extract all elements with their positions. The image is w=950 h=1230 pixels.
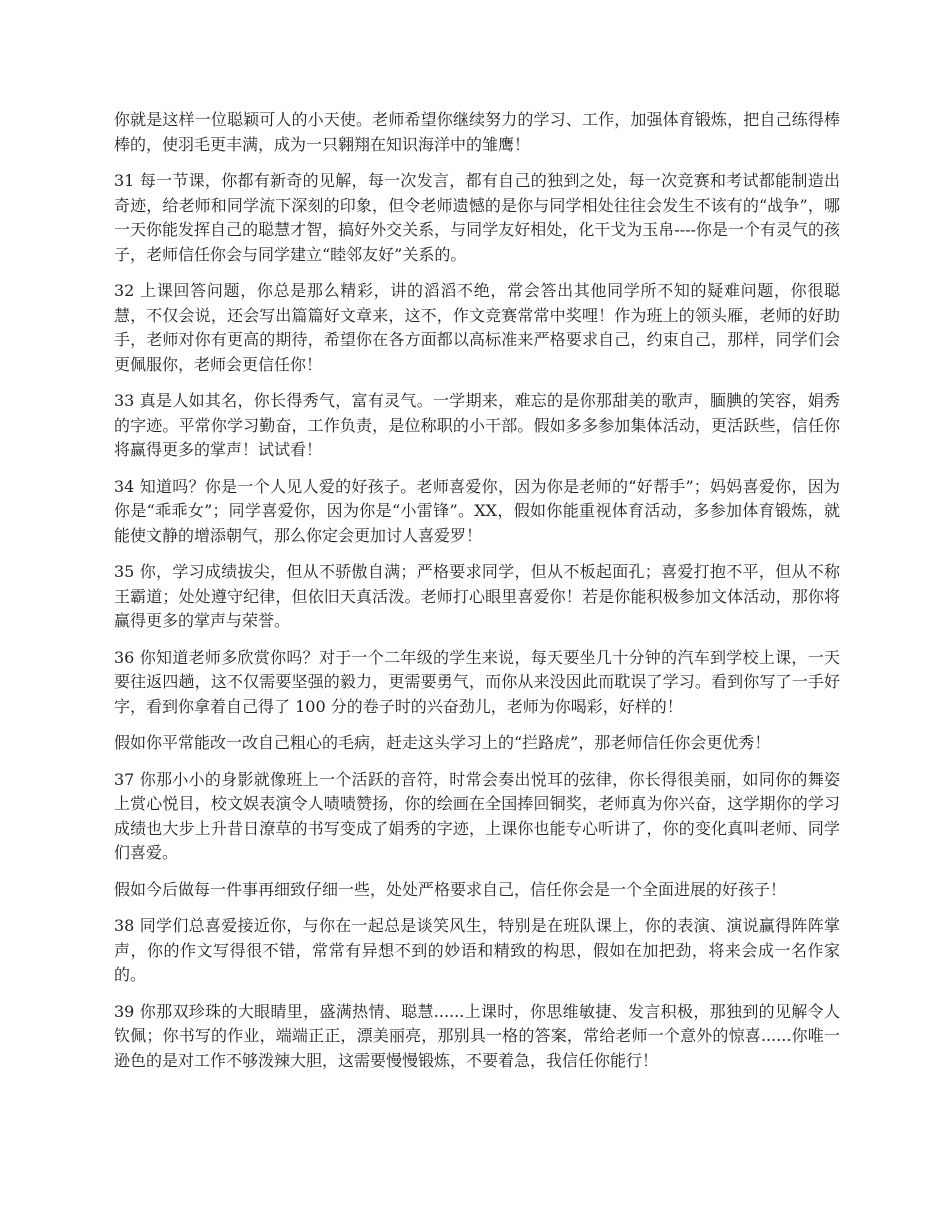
paragraph-38: 38 同学们总喜爱接近你，与你在一起总是谈笑风生，特别是在班队课上，你的表演、演说赢得阵阵掌声，你的作文写得很不错，常常有异想不到的妙语和精致的构思，假如在加把劲，将来会成一名作家的。 — [114, 916, 840, 984]
paragraph-36-note: 假如你平常能改一改自己粗心的毛病，赶走这头学习上的“拦路虎”，那老师信任你会更优秀！ — [114, 733, 771, 752]
paragraph-37-note: 假如今后做每一件事再细致仔细一些，处处严格要求自己，信任你会是一个全面进展的好孩子！ — [114, 879, 787, 899]
document-body — [114, 108, 840, 1085]
paragraph-35: 35 你，学习成绩拔尖，但从不骄傲自满；严格要求同学，但从不板起面孔；喜爱打抱不平，但从不称王霸道；处处遵守纪律，但依旧天真活泼。老师打心眼里喜爱你！若是你能积极参加文体活动，那你将赢得更多的掌声与荣誉。 — [114, 562, 840, 630]
paragraph-37: 37 你那小小的身影就像班上一个活跃的音符，时常会奏出悦耳的弦律，你长得很美丽，如同你的舞姿上赏心悦目，校文娱表演令人啧啧赞扬，你的绘画在全国捧回铜奖，老师真为你兴奋，这学期你的学习成绩也大步上升昔日潦草的书写变成了娟秀的字迹，上课你也能专心听讲了，你的变化真叫老师、同学们喜爱。 — [114, 769, 840, 862]
paragraph-31: 31 每一节课，你都有新奇的见解，每一次发言，都有自己的独到之处，每一次竞赛和考试都能制造出奇迹，给老师和同学流下深刻的印象，但令老师遗憾的是你与同学相处往往会发生不该有的“战争”，哪一天你能发挥自己的聪慧才智，搞好外交关系，与同学友好相处，化干戈为玉帛----你是一个有灵气的孩子，老师信任你会与同学建立“睦邻友好”关系的。 — [114, 171, 840, 264]
paragraph-33: 33 真是人如其名，你长得秀气，富有灵气。一学期来，难忘的是你那甜美的歌声，腼腆的笑容，娟秀的字迹。平常你学习勤奋，工作负责，是位称职的小干部。假如多多参加集体活动，更活跃些，信任你将赢得更多的掌声！试试看！ — [114, 391, 840, 459]
paragraph-34: 34 知道吗？你是一个人见人爱的好孩子。老师喜爱你，因为你是老师的“好帮手”；妈妈喜爱你，因为你是“乖乖女”；同学喜爱你，因为你是“小雷锋”。XX，假如你能重视体育活动，多参加体育锻炼，就能使文静的增添朝气，那么你定会更加讨人喜爱罗！ — [114, 476, 840, 545]
paragraph-32: 32 上课回答问题，你总是那么精彩，讲的滔滔不绝，常会答出其他同学所不知的疑难问题，你很聪慧，不仅会说，还会写出篇篇好文章来，这不，作文竞赛常常中奖哩！作为班上的领头雁，老师的好助手，老师对你有更高的期待，希望你在各方面都以高标准来严格要求自己，约束自己，那样，同学们会更佩服你，老师会更信任你！ — [114, 281, 840, 374]
paragraph-36: 36 你知道老师多欣赏你吗？对于一个二年级的学生来说，每天要坐几十分钟的汽车到学校上课，一天要往返四趟，这不仅需要坚强的毅力，更需要勇气，而你从来没因此而耽误了学习。看到你写了一手好字，看到你拿着自己得了 100 分的卷子时的兴奋劲儿，老师为你喝彩，好样的！ — [114, 647, 840, 716]
paragraph-39: 39 你那双珍珠的大眼睛里，盛满热情、聪慧......上课时，你思维敏捷、发言积极，那独到的见解令人钦佩；你书写的作业，端端正正，漂美丽亮，那别具一格的答案，常给老师一个意外的惊喜......你唯一逊色的是对工作不够泼辣大胆，这需要慢慢锻炼，不要着急，我信任你能行！ — [114, 1001, 840, 1070]
paragraph-intro: 你就是这样一位聪颖可人的小天使。老师希望你继续努力的学习、工作，加强体育锻炼，把自己练得棒棒的，使羽毛更丰满，成为一只翱翔在知识海洋中的雏鹰！ — [114, 110, 840, 154]
